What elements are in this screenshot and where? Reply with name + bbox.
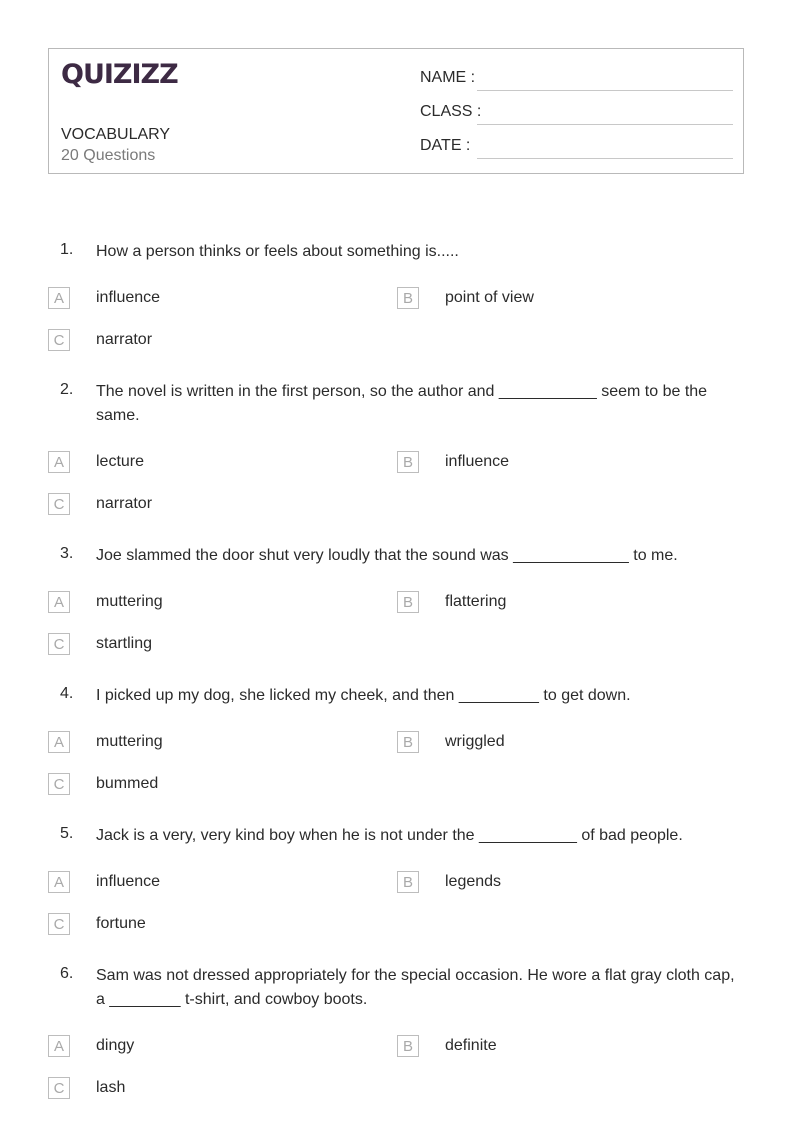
option-b-checkbox[interactable]: B	[397, 731, 419, 753]
question-number: 6.	[60, 965, 74, 982]
question-text: Joe slammed the door shut very loudly that the sound was _____________ to me.	[96, 547, 678, 564]
option-c-text: narrator	[96, 495, 153, 512]
quizizz-logo: QUIZIZZ	[61, 59, 178, 90]
worksheet-subject: VOCABULARY	[61, 126, 171, 143]
option-b-checkbox[interactable]: B	[397, 591, 419, 613]
name-label: NAME :	[420, 69, 476, 86]
option-b-checkbox[interactable]: B	[397, 1035, 419, 1057]
option-a-checkbox[interactable]: A	[48, 451, 70, 473]
option-a-text: dingy	[96, 1037, 135, 1054]
question-number: 2.	[60, 381, 74, 398]
option-a-checkbox[interactable]: A	[48, 871, 70, 893]
option-a-checkbox[interactable]: A	[48, 287, 70, 309]
question-count: 20 Questions	[61, 147, 156, 164]
option-b-checkbox[interactable]: B	[397, 871, 419, 893]
option-b-text: legends	[445, 873, 502, 890]
worksheet-header	[48, 48, 744, 174]
option-c-text: startling	[96, 635, 153, 652]
option-c-checkbox[interactable]: C	[48, 329, 70, 351]
option-a-text: muttering	[96, 733, 163, 750]
question-text: Jack is a very, very kind boy when he is not under the ___________ of bad people.	[96, 827, 683, 844]
option-a-text: influence	[96, 873, 161, 890]
question-number: 3.	[60, 545, 74, 562]
option-c-checkbox[interactable]: C	[48, 913, 70, 935]
class-label: CLASS :	[420, 103, 482, 120]
option-a-text: lecture	[96, 453, 145, 470]
option-b-checkbox[interactable]: B	[397, 287, 419, 309]
option-b-text: point of view	[445, 289, 534, 306]
option-a-checkbox[interactable]: A	[48, 1035, 70, 1057]
question-number: 4.	[60, 685, 74, 702]
date-field[interactable]	[477, 157, 733, 159]
option-b-text: wriggled	[445, 733, 505, 750]
option-c-checkbox[interactable]: C	[48, 493, 70, 515]
option-c-checkbox[interactable]: C	[48, 773, 70, 795]
question-number: 5.	[60, 825, 74, 842]
option-c-text: bummed	[96, 775, 159, 792]
name-field[interactable]	[477, 89, 733, 91]
option-b-text: flattering	[445, 593, 507, 610]
option-b-text: influence	[445, 453, 510, 470]
question-text: Sam was not dressed appropriately for the special occasion. He wore a flat gray cloth cap, a ________ t-shirt, and cowboy boots.	[96, 967, 735, 1008]
option-a-text: influence	[96, 289, 161, 306]
option-c-checkbox[interactable]: C	[48, 1077, 70, 1099]
question-text: The novel is written in the first person, so the author and ___________ seem to be the same.	[96, 383, 708, 424]
question-text: How a person thinks or feels about something is.....	[96, 243, 459, 260]
class-field[interactable]	[477, 123, 733, 125]
question-number: 1.	[60, 241, 74, 258]
date-label: DATE :	[420, 137, 471, 154]
option-c-text: lash	[96, 1079, 126, 1096]
option-b-text: definite	[445, 1037, 497, 1054]
option-b-checkbox[interactable]: B	[397, 451, 419, 473]
option-a-checkbox[interactable]: A	[48, 591, 70, 613]
option-c-checkbox[interactable]: C	[48, 633, 70, 655]
option-c-text: narrator	[96, 331, 153, 348]
option-a-text: muttering	[96, 593, 163, 610]
option-a-checkbox[interactable]: A	[48, 731, 70, 753]
option-c-text: fortune	[96, 915, 146, 932]
question-text: I picked up my dog, she licked my cheek, and then _________ to get down.	[96, 687, 631, 704]
